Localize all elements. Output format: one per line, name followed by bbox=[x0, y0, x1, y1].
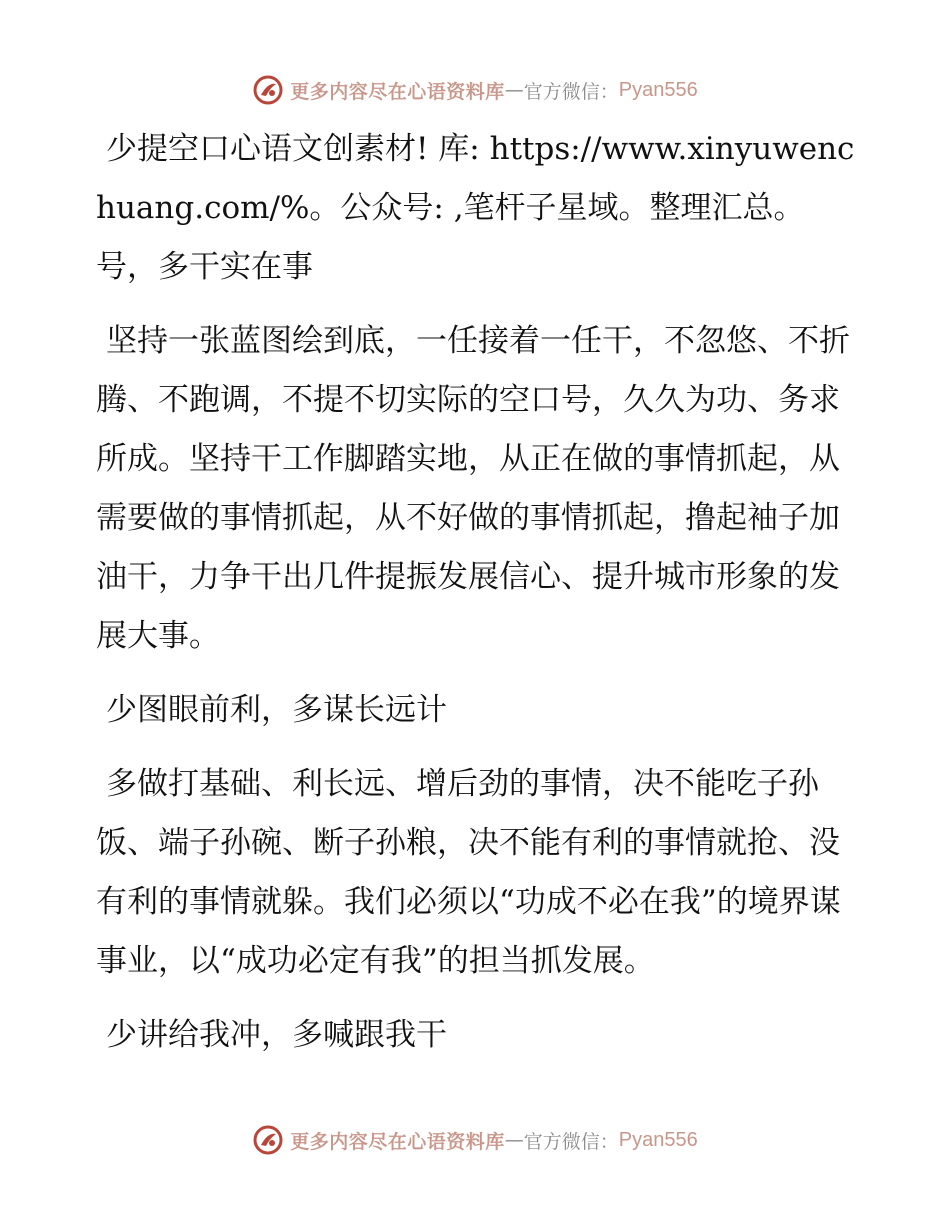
header-banner bbox=[0, 70, 950, 110]
banner-title: 更多内容尽在心语资料库 bbox=[290, 1130, 505, 1153]
banner-wechat-id: Pyan556 bbox=[618, 78, 698, 101]
brand-logo-icon bbox=[252, 74, 284, 106]
paragraph-5-heading: 少讲给我冲，多喊跟我干 bbox=[106, 1017, 447, 1053]
paragraph-3-heading: 少图眼前利，多谋长远计 bbox=[106, 692, 447, 728]
banner-dash: — bbox=[504, 79, 524, 101]
banner-title: 更多内容尽在心语资料库 bbox=[290, 80, 505, 103]
paragraph-1: 少提空口心语文创素材! 库: https://www.xinyuwenchuang.com/%。公众号: ,笔杆子星域。整理汇总。号，多干实在事 bbox=[96, 131, 855, 285]
footer-banner bbox=[0, 1120, 950, 1160]
banner-dash: — bbox=[504, 1129, 524, 1151]
banner-wechat-id: Pyan556 bbox=[618, 1128, 698, 1151]
paragraph-2: 坚持一张蓝图绘到底，一任接着一任干，不忽悠、不折腾、不跑调，不提不切实际的空口号，久久为功、务求所成。坚持干工作脚踏实地，从正在做的事情抓起，从需要做的事情抓起，从不好做的事情抓起，撸起袖子加油干，力争干出几件提振发展信心、提升城市形象的发展大事。 bbox=[96, 323, 850, 654]
paragraph-4: 多做打基础、利长远、增后劲的事情，决不能吃子孙饭、端子孙碗、断子孙粮，决不能有利的事情就抢、没有利的事情就躲。我们必须以“功成不必在我”的境界谋事业，以“成功必定有我”的担当抓发展。 bbox=[96, 766, 841, 979]
banner-wechat-label: 官方微信： bbox=[523, 1130, 619, 1153]
document-body bbox=[96, 120, 856, 1080]
banner-wechat-label: 官方微信： bbox=[523, 80, 619, 103]
brand-logo-icon bbox=[252, 1124, 284, 1156]
